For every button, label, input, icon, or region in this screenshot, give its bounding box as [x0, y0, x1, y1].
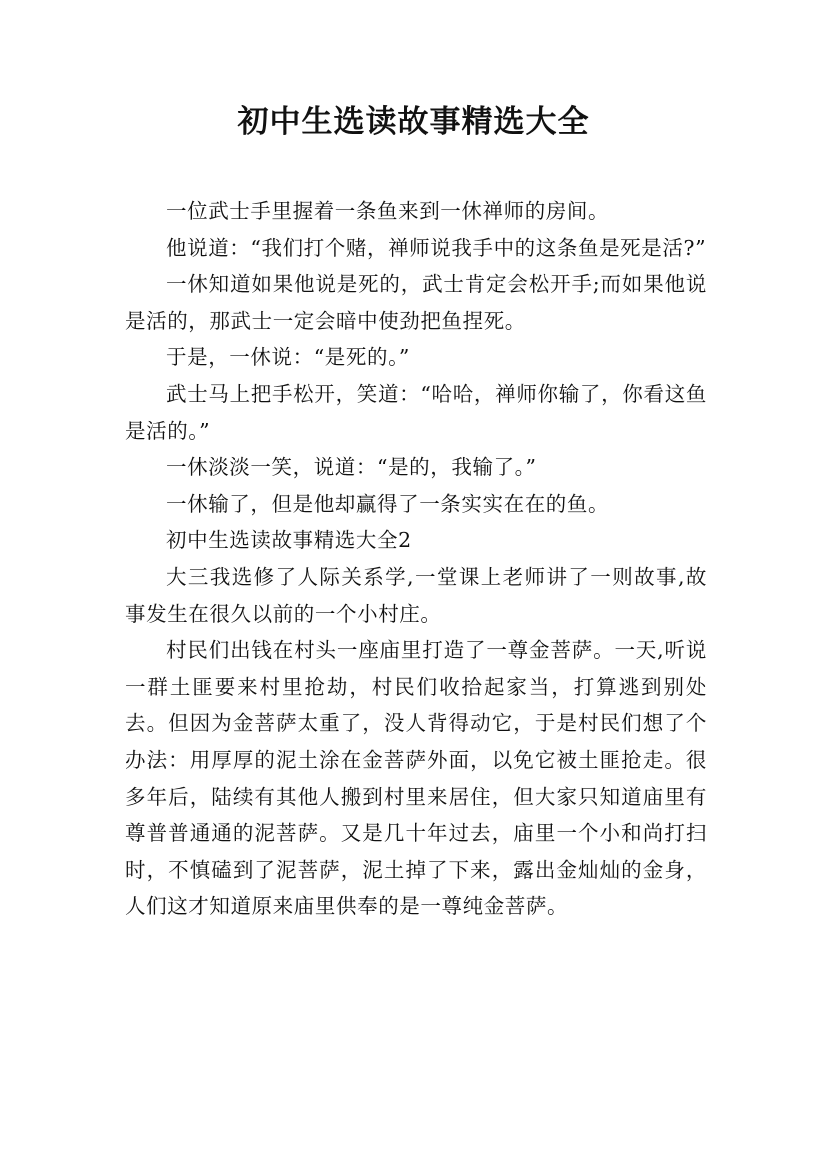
paragraph: 一休知道如果他说是死的，武士肯定会松开手;而如果他说是活的，那武士一定会暗中使劲把鱼捏死。 [125, 272, 707, 333]
paragraph: 村民们出钱在村头一座庙里打造了一尊金菩萨。一天,听说一群土匪要来村里抢劫，村民们收拾起家当，打算逃到别处去。但因为金菩萨太重了，没人背得动它，于是村民们想了个办法：用厚厚的泥土涂在金菩萨外面，以免它被土匪抢走。很多年后，陆续有其他人搬到村里来居住，但大家只知道庙里有尊普普通通的泥菩萨。又是几十年过去，庙里一个小和尚打扫时，不慎磕到了泥菩萨，泥土掉了下来，露出金灿灿的金身，人们这才知道原来庙里供奉的是一尊纯金菩萨。 [125, 638, 707, 919]
paragraph: 武士马上把手松开，笑道：“哈哈，禅师你输了，你看这鱼是活的。” [125, 381, 707, 443]
paragraph: 一休淡淡一笑，说道：“是的，我输了。” [166, 455, 537, 480]
paragraph: 于是，一休说：“是死的。” [166, 345, 411, 370]
paragraph: 他说道：“我们打个赌，禅师说我手中的这条鱼是死是活?” [166, 235, 707, 260]
section-heading: 初中生选读故事精选大全2 [166, 528, 412, 553]
paragraph: 一位武士手里握着一条鱼来到一休禅师的房间。 [166, 199, 610, 223]
document-title: 初中生选读故事精选大全 [237, 104, 590, 140]
document-body [125, 193, 707, 925]
paragraph: 一休输了，但是他却赢得了一条实实在在的鱼。 [166, 491, 610, 516]
paragraph: 大三我选修了人际关系学,一堂课上老师讲了一则故事,故事发生在很久以前的一个小村庄。 [125, 564, 707, 626]
